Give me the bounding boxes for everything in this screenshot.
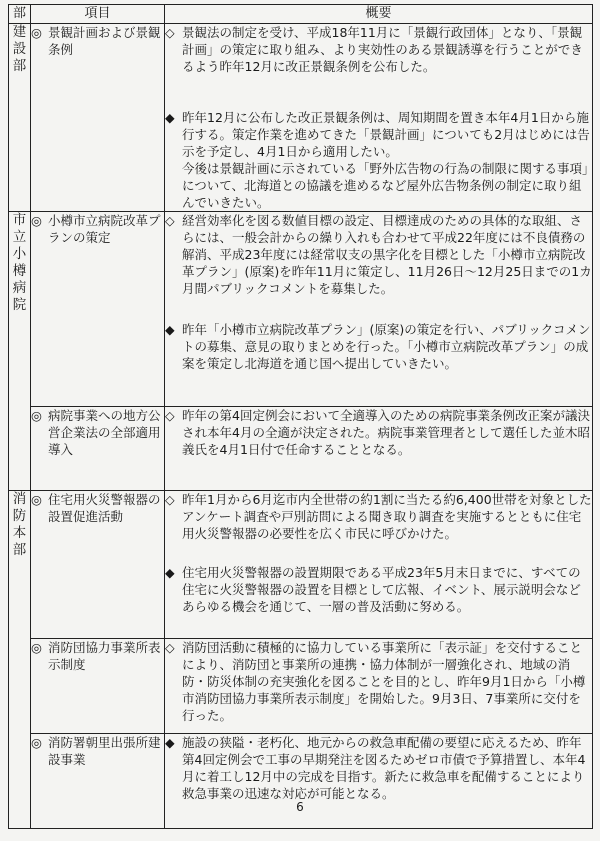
item-cell <box>31 639 165 734</box>
desc-cell <box>165 212 593 407</box>
desc-cell <box>165 734 593 829</box>
item-label: 消防署朝里出張所建設事業 <box>48 735 161 767</box>
item-label: 小樽市立病院改革プランの策定 <box>48 213 161 245</box>
item-marker: ◎ <box>31 735 42 750</box>
item-marker: ◎ <box>31 408 42 423</box>
table-row <box>9 734 593 829</box>
desc-entry: ◇ 経営効率化を図る数値目標の設定、目標達成のための具体的な取組、さらには、一般会計からの繰り入れも合わせて平成22年度には不良債務の解消、平成23年度には経常収支の黒字化を目標とした「小樽市立病院改革プラン」(原案)を昨年11月に策定し、11月26日～12月25日までの1カ月間パブリックコメントを募集した。 <box>165 213 592 296</box>
item-marker: ◎ <box>31 25 42 40</box>
header-dept: 部 <box>9 5 31 24</box>
desc-entry: ◆ 施設の狭隘・老朽化、地元からの救急車配備の要望に応えるため、昨年第4回定例会で工事の早期発注を図るためゼロ市債で予算措置し、本年4月に着工し12月中の完成を目指す。新たに救急車を配備することにより救急事業の迅速な対応が可能となる。 <box>165 735 586 801</box>
desc-entry: ◆ 昨年「小樽市立病院改革プラン」(原案)の策定を行い、パブリックコメントの募集、意見の取りまとめを行った。「小樽市立病院改革プラン」の成案を策定し北海道を通じ国へ提出していきたい。 <box>165 322 591 371</box>
item-cell <box>31 734 165 829</box>
table-row <box>9 639 593 734</box>
item-label: 病院事業への地方公営企業法の全部適用導入 <box>48 408 161 457</box>
desc-cell <box>165 639 593 734</box>
item-label: 景観計画および景観条例 <box>48 25 161 57</box>
item-marker: ◎ <box>31 213 42 228</box>
table-header-row <box>9 5 593 24</box>
dept-cell-construction: 建設部 <box>9 24 31 212</box>
dept-cell-fire: 消防本部 <box>9 491 31 829</box>
item-cell <box>31 212 165 407</box>
page-number: 6 <box>296 800 304 814</box>
item-cell <box>31 491 165 639</box>
item-cell <box>31 407 165 491</box>
summary-table <box>8 4 593 829</box>
table-row <box>9 407 593 491</box>
table-row <box>9 212 593 407</box>
desc-cell <box>165 491 593 639</box>
desc-entry: ◆ 住宅用火災警報器の設置期限である平成23年5月末日までに、すべての住宅に火災警報器の設置を目標として広報、イベント、展示説明会などあらゆる機会を通じて、一層の普及活動に努める。 <box>165 565 581 614</box>
table-row <box>9 491 593 639</box>
item-marker: ◎ <box>31 640 42 655</box>
table-row <box>9 24 593 212</box>
item-marker: ◎ <box>31 492 42 507</box>
desc-entry: ◇ 昨年の第4回定例会において全適導入のための病院事業条例改正案が議決され本年4月の全適が決定された。病院事業管理者として選任した並木昭義氏を4月1日付で任命することとなる。 <box>165 408 590 457</box>
item-label: 消防団協力事業所表示制度 <box>48 640 161 672</box>
desc-entry: ◇ 景観法の制定を受け、平成18年11月に「景観行政団体」となり、「景観計画」の策定に取り組み、より実効性のある景観誘導を行うことができるよう昨年12月に改正景観条例を公布した。 <box>165 25 583 74</box>
desc-entry: ◇ 消防団活動に積極的に協力している事業所に「表示証」を交付することにより、消防団と事業所の連携・協力体制が一層強化され、地域の消防・防災体制の充実強化を図ることを目的とし、昨年9月1日から「小樽市消防団協力事業所表示制度」を開始した。9月3日、7事業所に交付を行った。 <box>165 640 586 723</box>
desc-entry: 今後は景観計画に示されている「野外広告物の行為の制限に関する事項」について、北海道との協議を進めるなど屋外広告物条例の制定に取り組んでいきたい。 <box>182 161 589 210</box>
desc-entry: ◆ 昨年12月に公布した改正景観条例は、周知期間を置き本年4月1日から施行する。策定作業を進めてきた「景観計画」についても2月はじめには告示を予定し、4月1日から適用したい。 <box>165 110 590 159</box>
desc-cell <box>165 407 593 491</box>
item-cell <box>31 24 165 212</box>
dept-cell-hospital: 市立小樽病院 <box>9 212 31 491</box>
header-item: 項目 <box>31 5 165 24</box>
desc-cell <box>165 24 593 212</box>
header-desc: 概要 <box>165 5 593 24</box>
desc-entry: ◇ 昨年1月から6月迄市内全世帯の約1割に当たる約6,400世帯を対象としたアンケート調査や戸別訪問による聞き取り調査を実施するとともに住宅用火災警報器の必要性を広く市民に呼びかけた。 <box>165 492 592 541</box>
item-label: 住宅用火災警報器の設置促進活動 <box>48 492 161 524</box>
